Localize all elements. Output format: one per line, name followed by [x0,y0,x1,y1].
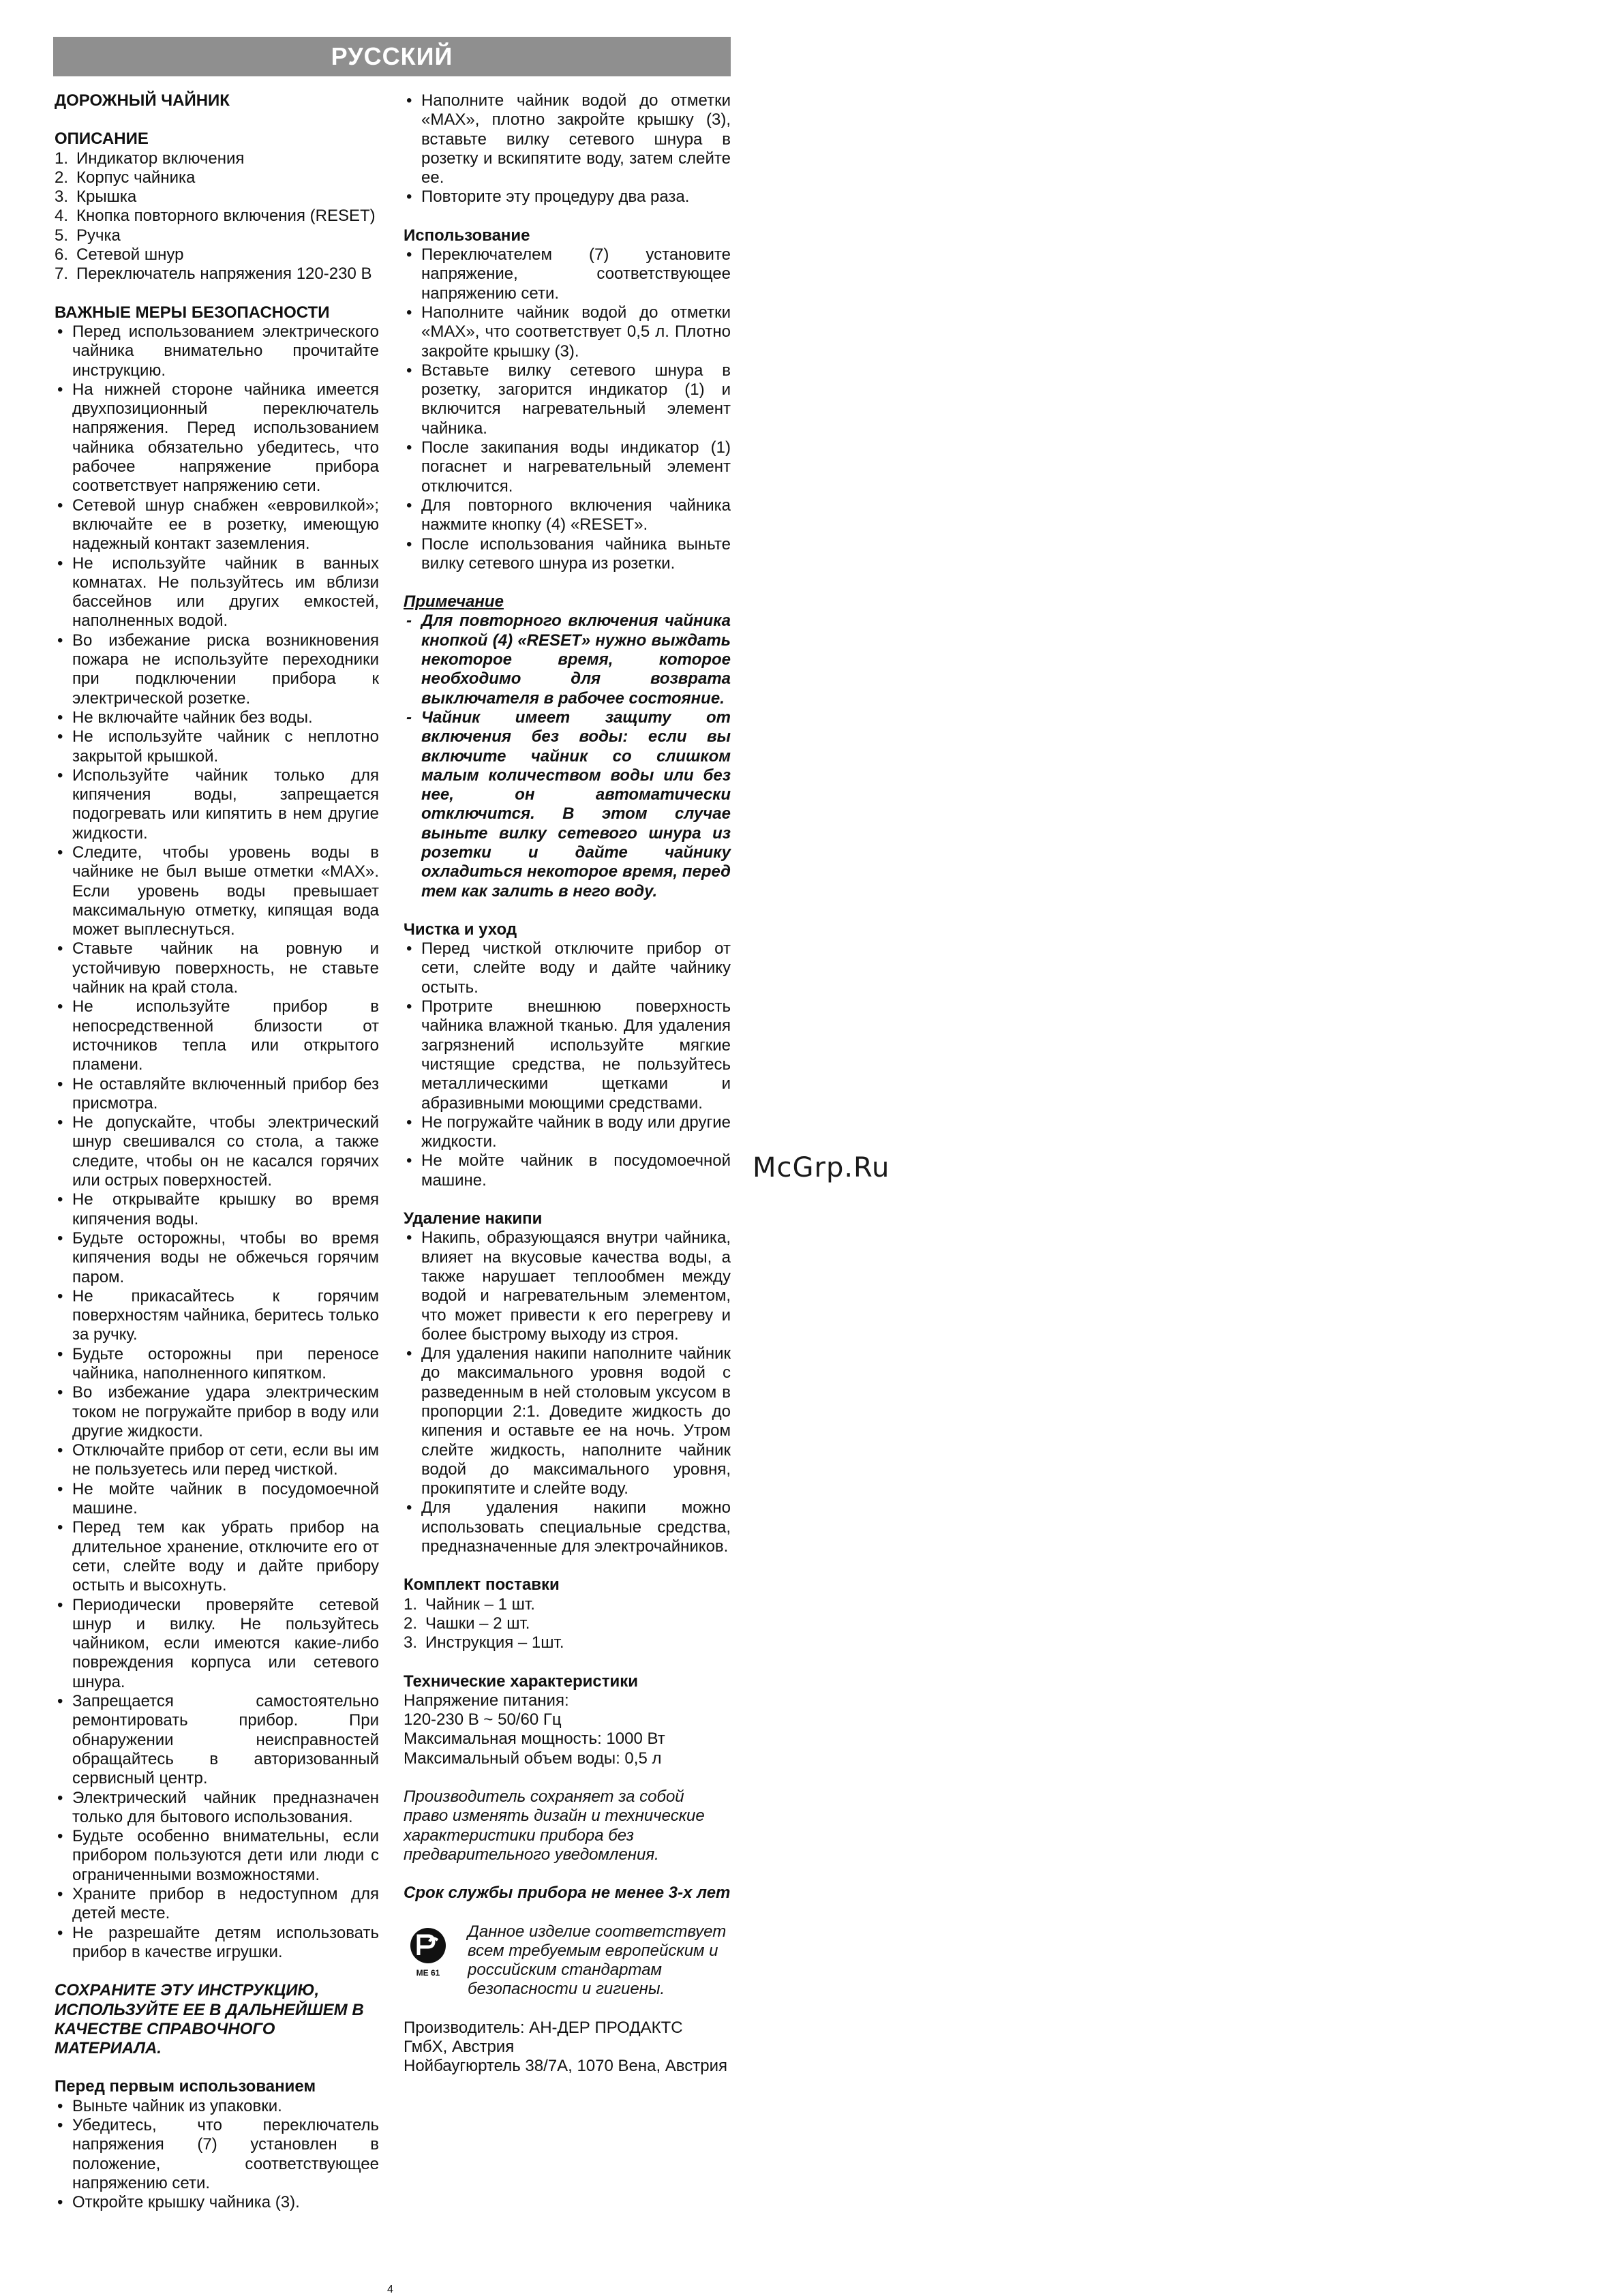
description-item-text: Ручка [76,226,121,245]
page-number: 4 [387,2284,393,2295]
certification-code: МЕ 61 [416,1967,440,1978]
note-item: - Чайник имеет защиту от включения без воды: если вы включите чайник со слишком малым количеством воды или без нее, он автоматически отключится. В этом случае выньте вилку сетевого шнура из розетки и дайте чайнику охладиться некоторое время, перед тем как залить в него воду. [404,708,731,901]
description-item-text: Корпус чайника [76,168,196,187]
spec-line: Максимальный объем воды: 0,5 л [404,1749,662,1768]
kit-heading: Комплект поставки [404,1575,560,1595]
description-item-number: 6. [55,245,69,265]
description-item-number: 2. [55,168,69,187]
safety-item: • Не включайте чайник без воды. [55,708,379,727]
safety-item: • Не используйте прибор в непосредственной близости от источников тепла или открытого пламени. [55,997,379,1074]
usage-heading: Использование [404,226,530,245]
kit-list [404,1595,731,1653]
safety-item: • Будьте осторожны при переносе чайника, наполненного кипятком. [55,1345,379,1384]
description-item-text: Переключатель напряжения 120-230 В [76,265,372,284]
usage-item: • Переключателем (7) установите напряжение, соответствующее напряжению сети. [404,245,731,303]
safety-item: • Не прикасайтесь к горячим поверхностям чайника, беритесь только за ручку. [55,1287,379,1345]
description-item-number: 7. [55,265,69,284]
certification-mark-icon [404,1925,453,1980]
safety-item: • Перед тем как убрать прибор на длительное хранение, отключите его от сети, слейте воду и дайте прибору остыть и высохнуть. [55,1518,379,1595]
descale-list [404,1228,731,1556]
description-item [55,265,379,284]
spec-line: Максимальная мощность: 1000 Вт [404,1729,665,1749]
safety-item: • Сетевой шнур снабжен «евровилкой»; включайте ее в розетку, имеющую надежный контакт заземления. [55,496,379,554]
kit-item-text: Чайник – 1 шт. [425,1595,535,1614]
safety-item: • Во избежание риска возникновения пожара не используйте переходники при подключении прибора к электрической розетке. [55,631,379,708]
first-use-item: • Откройте крышку чайника (3). [55,2193,379,2212]
manufacturer-line: Нойбаугюртель 38/7А, 1070 Вена, Австрия [404,2057,728,2076]
description-item-number: 1. [55,149,69,168]
safety-item: • Не мойте чайник в посудомоечной машине. [55,1480,379,1519]
kit-item [404,1633,731,1652]
spec-line: Напряжение питания: [404,1691,569,1710]
note-list [404,611,731,901]
descale-item: • Для удаления накипи наполните чайник до максимального уровня водой с разведенным в ней столовым уксусом в пропорции 2:1. Доведите жидкость до кипения и оставьте ее на ночь. Утром слейте жидкость, наполните чайник водой до максимального уровня, прокипятите и слейте воду. [404,1344,731,1498]
description-list [55,149,379,284]
first-use-list [55,2097,379,2213]
description-item-text: Кнопка повторного включения (RESET) [76,207,376,226]
first-use-item: • Убедитесь, что переключатель напряжения (7) установлен в положение, соответствующее напряжению сети. [55,2116,379,2193]
description-heading: ОПИСАНИЕ [55,130,149,149]
safety-list [55,322,379,1962]
cleaning-item: • Перед чисткой отключите прибор от сети, слейте воду и дайте чайнику остыть. [404,939,731,997]
safety-item: • Во избежание удара электрическим током не погружайте прибор в воду или другие жидкости. [55,1383,379,1441]
description-item [55,245,379,265]
usage-item: • После закипания воды индикатор (1) погаснет и нагревательный элемент отключится. [404,438,731,496]
safety-item: • Используйте чайник только для кипячения воды, запрещается подогревать или кипятить в нем другие жидкости. [55,766,379,843]
kit-item-text: Инструкция – 1шт. [425,1633,564,1652]
cleaning-item: • Не мойте чайник в посудомоечной машине. [404,1151,731,1190]
kit-item [404,1614,731,1633]
watermark: McGrp.Ru [753,1152,890,1183]
safety-item: • Электрический чайник предназначен только для бытового использования. [55,1789,379,1828]
kit-item-number: 1. [404,1595,418,1614]
safety-item: • Не открывайте крышку во время кипячения воды. [55,1190,379,1229]
spec-line: 120-230 В ~ 50/60 Гц [404,1710,562,1729]
safety-item: • Ставьте чайник на ровную и устойчивую поверхность, не ставьте чайник на край стола. [55,939,379,997]
safety-heading: ВАЖНЫЕ МЕРЫ БЕЗОПАСНОСТИ [55,303,330,322]
certification-text: Данное изделие соответствует всем требуемым европейским и российским стандартам безопасности и гигиены. [468,1922,727,1999]
description-item-text: Сетевой шнур [76,245,184,265]
safety-item: • Не оставляйте включенный прибор без присмотра. [55,1075,379,1114]
usage-item: • Наполните чайник водой до отметки «MAX», что соответствует 0,5 л. Плотно закройте крышку (3). [404,303,731,361]
specs-heading: Технические характеристики [404,1672,639,1691]
description-item-number: 5. [55,226,69,245]
note-heading: Примечание [404,592,504,611]
specs-block [404,1691,731,1768]
safety-item: • Храните прибор в недоступном для детей месте. [55,1885,379,1924]
certification-block [404,1922,731,1999]
first-use-continued-list [404,91,731,207]
usage-item: • После использования чайника выньте вилку сетевого шнура из розетки. [404,535,731,574]
description-item [55,149,379,168]
safety-item: • Будьте осторожны, чтобы во время кипячения воды не обжечься горячим паром. [55,1229,379,1287]
language-header: РУССКИЙ [53,37,731,76]
descale-item: • Для удаления накипи можно использовать специальные средства, предназначенные для электрочайников. [404,1498,731,1556]
descale-item: • Накипь, образующаяся внутри чайника, влияет на вкусовые качества воды, а также нарушает теплообмен между водой и нагревательным элементом, что может привести к его перегреву и более быстрому выходу из строя. [404,1228,731,1344]
usage-item: • Для повторного включения чайника нажмите кнопку (4) «RESET». [404,496,731,535]
kit-item-text: Чашки – 2 шт. [425,1614,530,1633]
description-item-text: Крышка [76,187,137,207]
description-item [55,207,379,226]
safety-item: • Не разрешайте детям использовать прибор в качестве игрушки. [55,1924,379,1963]
safety-item: • Отключайте прибор от сети, если вы им не пользуетесь или перед чисткой. [55,1441,379,1480]
description-item [55,187,379,207]
safety-item: • Запрещается самостоятельно ремонтировать прибор. При обнаружении неисправностей обращайтесь в авторизованный сервисный центр. [55,1692,379,1788]
kit-item-number: 2. [404,1614,418,1633]
description-item [55,226,379,245]
description-item-number: 3. [55,187,69,207]
service-life: Срок службы прибора не менее 3-х лет [404,1884,731,1903]
cleaning-heading: Чистка и уход [404,920,517,939]
description-item [55,168,379,187]
manufacturer-address [404,2019,731,2076]
document-title: ДОРОЖНЫЙ ЧАЙНИК [55,91,230,110]
description-item-number: 4. [55,207,69,226]
descale-heading: Удаление накипи [404,1209,543,1228]
manufacturer-line: Производитель: АН-ДЕР ПРОДАКТС ГмбХ, Австрия [404,2018,683,2057]
first-use-item: • Наполните чайник водой до отметки «MAX», плотно закройте крышку (3), вставьте вилку сетевого шнура в розетку и вскипятите воду, затем слейте ее. [404,91,731,187]
first-use-item: • Выньте чайник из упаковки. [55,2097,379,2116]
usage-list [404,245,731,573]
save-instructions-notice: СОХРАНИТЕ ЭТУ ИНСТРУКЦИЮ, ИСПОЛЬЗУЙТЕ ЕЕ В ДАЛЬНЕЙШЕМ В КАЧЕСТВЕ СПРАВОЧНОГО МАТЕРИАЛА. [55,1981,364,2058]
usage-item: • Вставьте вилку сетевого шнура в розетку, загорится индикатор (1) и включится нагревательный элемент чайника. [404,361,731,438]
note-item: - Для повторного включения чайника кнопкой (4) «RESET» нужно выждать некоторое время, которое необходимо для возврата выключателя в рабочее состояние. [404,611,731,708]
cleaning-item: • Не погружайте чайник в воду или другие жидкости. [404,1113,731,1152]
cleaning-list [404,939,731,1190]
left-column [55,91,379,2212]
safety-item: • Будьте особенно внимательны, если прибором пользуются дети или люди с ограниченными возможностями. [55,1827,379,1885]
safety-item: • Не используйте чайник в ванных комнатах. Не пользуйтесь им вблизи бассейнов или других емкостей, наполненных водой. [55,554,379,631]
manufacturer-note: Производитель сохраняет за собой право изменять дизайн и технические характеристики прибора без предварительного уведомления. [404,1787,705,1864]
first-use-heading: Перед первым использованием [55,2077,316,2096]
safety-item: • На нижней стороне чайника имеется двухпозиционный переключатель напряжения. Перед использованием чайника обязательно убедитесь, что рабочее напряжение прибора соответствует напряжению сети. [55,380,379,496]
first-use-item: • Повторите эту процедуру два раза. [404,187,731,207]
right-column [404,91,731,2076]
safety-item: • Периодически проверяйте сетевой шнур и вилку. Не пользуйтесь чайником, если имеются какие-либо повреждения корпуса или сетевого шнура. [55,1596,379,1692]
kit-item [404,1595,731,1614]
safety-item: • Не допускайте, чтобы электрический шнур свешивался со стола, а также следите, чтобы он не касался горячих или острых поверхностей. [55,1113,379,1190]
safety-item: • Не используйте чайник с неплотно закрытой крышкой. [55,727,379,766]
cleaning-item: • Протрите внешнюю поверхность чайника влажной тканью. Для удаления загрязнений используйте мягкие чистящие средства, не пользуйтесь металлическими щетками и абразивными моющими средствами. [404,997,731,1113]
safety-item: • Перед использованием электрического чайника внимательно прочитайте инструкцию. [55,322,379,380]
safety-item: • Следите, чтобы уровень воды в чайнике не был выше отметки «MAX». Если уровень воды превышает максимальную отметку, кипящая вода может выплеснуться. [55,843,379,939]
description-item-text: Индикатор включения [76,149,245,168]
kit-item-number: 3. [404,1633,418,1652]
